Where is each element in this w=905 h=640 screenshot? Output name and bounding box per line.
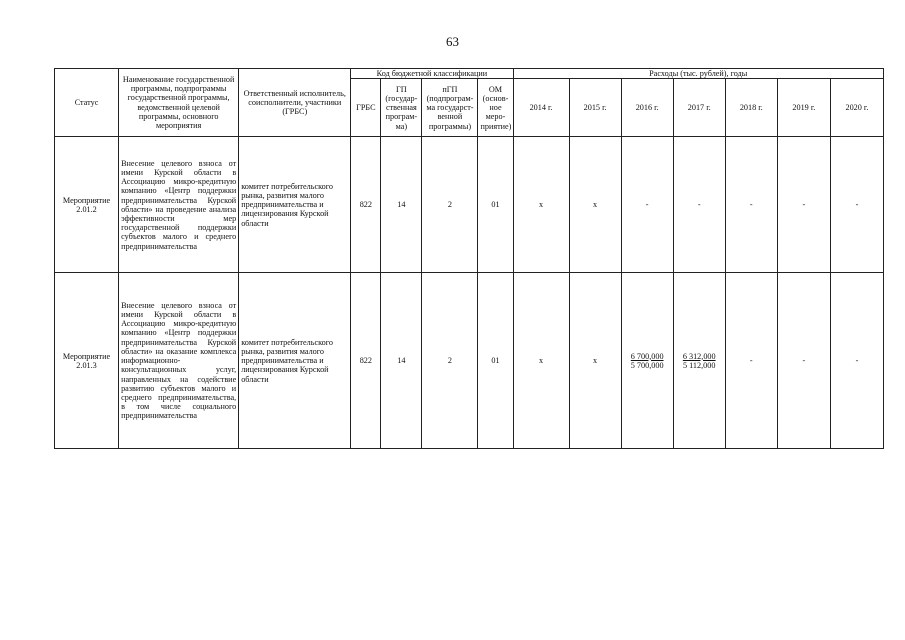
table-row	[55, 137, 884, 273]
amount-2016: -	[645, 200, 649, 210]
header-budget-code: Код бюджетной классификации	[351, 69, 513, 79]
header-year-2019: 2019 г.	[777, 79, 830, 137]
page-number: 63	[446, 34, 459, 49]
row-pgp: 2	[422, 273, 478, 449]
row-2020: -	[830, 273, 883, 449]
row-2015: х	[569, 137, 621, 273]
row-2016	[621, 137, 673, 273]
row-grbs: 822	[351, 273, 381, 449]
row-2019: -	[777, 273, 830, 449]
row-2019: -	[777, 137, 830, 273]
table-row	[55, 273, 884, 449]
header-pgp: пГП (подпрограм-ма государст-венной программы)	[422, 79, 478, 137]
row-name: Внесение целевого взноса от имени Курской области в Ассоциацию микро-кредитную компанию «Центр поддержки предпринимательства Курской области» на проведение анализа эффективности мер государственной поддержки субъектов малого и среднего предпринимательства	[119, 137, 239, 273]
header-year-2015: 2015 г.	[569, 79, 621, 137]
row-gp: 14	[381, 137, 422, 273]
row-2017	[673, 137, 725, 273]
amount-2016: 6 700,000	[630, 351, 664, 361]
amount-2017: 6 312,000	[682, 351, 716, 361]
row-grbs: 822	[351, 137, 381, 273]
row-2017	[673, 273, 725, 449]
row-status: Мероприятие 2.01.3	[55, 273, 119, 449]
header-gp: ГП (государ-ственная програм-ма)	[381, 79, 422, 137]
header-executor: Ответственный исполнитель, соисполнители, участники (ГРБС)	[239, 69, 351, 137]
row-2018: -	[725, 273, 777, 449]
row-executor: комитет потребительского рынка, развития малого предпринимательства и лицензирования Курской области	[239, 137, 351, 273]
row-2014: х	[513, 137, 569, 273]
amount-2016-second: 5 700,000	[630, 360, 664, 370]
row-name: Внесение целевого взноса от имени Курской области в Ассоциацию микро-кредитную компанию «Центр поддержки предпринимательства Курской области» на оказание комплекса информационно-консультационных услуг, направленных на содействие развитию субъектов малого и среднего предпринимательства, в том числе социального предпринимательства	[119, 273, 239, 449]
budget-table	[54, 68, 884, 449]
row-2015: х	[569, 273, 621, 449]
row-pgp: 2	[422, 137, 478, 273]
amount-2017-second: 5 112,000	[682, 360, 716, 370]
header-year-2016: 2016 г.	[621, 79, 673, 137]
row-executor: комитет потребительского рынка, развития малого предпринимательства и лицензирования Курской области	[239, 273, 351, 449]
row-2016	[621, 273, 673, 449]
header-year-2017: 2017 г.	[673, 79, 725, 137]
header-year-2014: 2014 г.	[513, 79, 569, 137]
header-grbs: ГРБС	[351, 79, 381, 137]
header-row-1	[55, 69, 884, 79]
row-2014: х	[513, 273, 569, 449]
header-name: Наименование государственной программы, подпрограммы государственной программы, ведомственной целевой программы, основного мероприятия	[119, 69, 239, 137]
row-2018: -	[725, 137, 777, 273]
header-year-2020: 2020 г.	[830, 79, 883, 137]
row-om: 01	[478, 137, 513, 273]
row-status: Мероприятие 2.01.2	[55, 137, 119, 273]
header-expenses: Расходы (тыс. рублей), годы	[513, 69, 884, 79]
row-gp: 14	[381, 273, 422, 449]
amount-2017: -	[697, 200, 701, 210]
header-status: Статус	[55, 69, 119, 137]
header-om: ОМ (основ-ное меро-приятие)	[478, 79, 513, 137]
header-year-2018: 2018 г.	[725, 79, 777, 137]
row-om: 01	[478, 273, 513, 449]
row-2020: -	[830, 137, 883, 273]
